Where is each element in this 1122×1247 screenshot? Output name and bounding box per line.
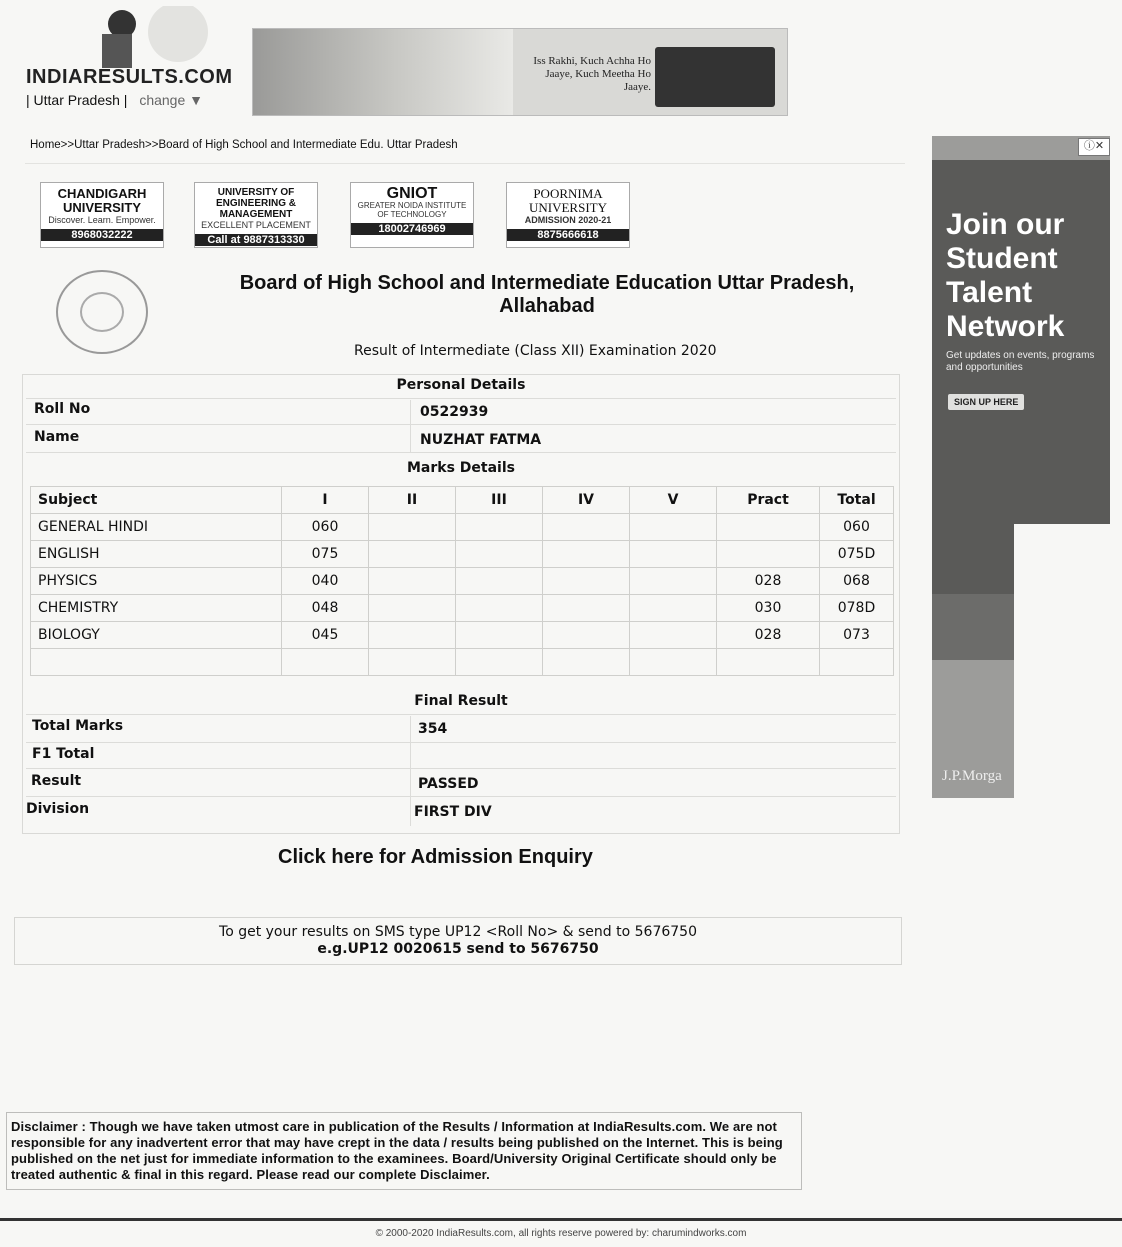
pract-marks xyxy=(717,541,820,568)
pract-marks xyxy=(717,514,820,541)
sms-example: e.g.UP12 0020615 send to 5676750 xyxy=(317,941,599,957)
board-title xyxy=(214,272,880,318)
division-value: FIRST DIV xyxy=(414,804,492,820)
sponsor-name: POORNIMA UNIVERSITY xyxy=(529,186,607,215)
sponsor-uem[interactable] xyxy=(194,182,318,248)
student-talent-ad[interactable] xyxy=(932,136,1110,798)
gift-pack-image xyxy=(655,47,775,107)
admission-enquiry-link[interactable]: Click here for Admission Enquiry xyxy=(278,846,593,868)
roll-no-value: 0522939 xyxy=(420,404,489,420)
final-result-heading: Final Result xyxy=(414,693,508,709)
theory-marks: 075 xyxy=(282,541,369,568)
ad-blank-area xyxy=(1014,524,1110,798)
col-iii: III xyxy=(456,487,543,514)
sponsor-phone: 8875666618 xyxy=(507,229,629,241)
subject-cell: ENGLISH xyxy=(31,541,282,568)
sponsor-phone: 18002746969 xyxy=(351,223,473,235)
banner-text: Iss Rakhi, Kuch Achha Ho Jaaye, Kuch Meetha Ho Jaaye. xyxy=(533,55,651,93)
sponsor-chandigarh-university[interactable] xyxy=(40,182,164,248)
divider xyxy=(26,714,896,715)
total-marks-value: 354 xyxy=(418,721,448,737)
subject-cell: CHEMISTRY xyxy=(31,595,282,622)
footer-divider xyxy=(0,1218,1122,1221)
sponsor-tagline: ADMISSION 2020-21 xyxy=(524,215,612,225)
sponsor-poornima[interactable] xyxy=(506,182,630,248)
column-divider xyxy=(410,716,411,826)
roll-no-label: Roll No xyxy=(34,401,91,417)
divider xyxy=(26,768,896,769)
division-label: Division xyxy=(26,801,90,817)
marks-table xyxy=(30,486,894,676)
banner-photo xyxy=(253,29,513,116)
col-ii: II xyxy=(369,487,456,514)
table-row xyxy=(31,595,894,622)
sms-instructions: To get your results on SMS type UP12 <Roll No> & send to 5676750 xyxy=(219,924,697,940)
divider xyxy=(26,424,896,425)
table-row xyxy=(31,568,894,595)
sponsor-phone: 8968032222 xyxy=(41,229,163,241)
subject-cell: BIOLOGY xyxy=(31,622,282,649)
sponsor-tagline: EXCELLENT PLACEMENT xyxy=(201,220,311,230)
footer-copyright: © 2000-2020 IndiaResults.com, all rights reserve powered by: charumindworks.com xyxy=(375,1228,747,1239)
divider xyxy=(26,398,896,399)
marks-details-heading: Marks Details xyxy=(407,460,515,476)
sponsor-phone: Call at 9887313330 xyxy=(195,234,317,246)
sponsor-tagline: GREATER NOIDA INSTITUTE OF TECHNOLOGY xyxy=(357,201,467,219)
total-marks: 078D xyxy=(820,595,894,622)
divider xyxy=(26,742,896,743)
total-marks: 073 xyxy=(820,622,894,649)
rakhi-banner-ad[interactable] xyxy=(252,28,788,116)
up-emblem-icon xyxy=(56,270,148,354)
board-title-line2: Allahabad xyxy=(499,295,595,317)
col-total: Total xyxy=(820,487,894,514)
table-row xyxy=(31,541,894,568)
indiaresults-logo-icon[interactable] xyxy=(100,6,212,68)
col-pract: Pract xyxy=(717,487,820,514)
board-title-line1: Board of High School and Intermediate Education Uttar Pradesh, xyxy=(239,272,855,294)
exam-title: Result of Intermediate (Class XII) Examination 2020 xyxy=(354,343,717,359)
table-row xyxy=(31,622,894,649)
change-label[interactable]: change xyxy=(139,92,186,108)
ad-blurb: Get updates on events, programs and opportunities xyxy=(946,350,1095,373)
total-marks: 075D xyxy=(820,541,894,568)
ad-signup-button[interactable]: SIGN UP HERE xyxy=(948,394,1024,410)
col-iv: IV xyxy=(543,487,630,514)
sms-info-box xyxy=(14,917,902,965)
sponsor-name: UNIVERSITY OF ENGINEERING & MANAGEMENT xyxy=(215,187,296,220)
col-v: V xyxy=(630,487,717,514)
caret-down-icon: ▼ xyxy=(189,92,204,108)
col-i: I xyxy=(282,487,369,514)
table-row xyxy=(31,514,894,541)
subject-cell: PHYSICS xyxy=(31,568,282,595)
site-name[interactable]: INDIARESULTS.COM xyxy=(26,66,233,88)
divider xyxy=(25,163,905,164)
disclaimer: Disclaimer : Though we have taken utmost care in publication of the Results / Information at IndiaResults.com. We are not responsible for any inadvertent error that may have crept in the data / results being published on the Internet. This is being published on the net just for immediate information to the examinees. Board/University Original Certificate should only be treated authentic & final in this regard. Please read our complete Disclaimer. xyxy=(6,1112,802,1190)
f1-total-label: F1 Total xyxy=(32,746,95,762)
marks-header-row xyxy=(31,487,894,514)
ad-title: Join our Student Talent Network xyxy=(946,208,1065,343)
pract-marks: 028 xyxy=(717,568,820,595)
sponsor-name: GNIOT xyxy=(386,185,438,202)
col-subject: Subject xyxy=(31,487,282,514)
divider xyxy=(26,452,896,453)
name-value: NUZHAT FATMA xyxy=(420,432,542,448)
theory-marks: 048 xyxy=(282,595,369,622)
table-row-empty xyxy=(31,649,894,676)
state-selector xyxy=(26,92,203,108)
sponsor-name: CHANDIGARH UNIVERSITY xyxy=(57,186,147,215)
subject-cell: GENERAL HINDI xyxy=(31,514,282,541)
sponsor-tagline: Discover. Learn. Empower. xyxy=(48,215,156,225)
theory-marks: 040 xyxy=(282,568,369,595)
change-state-link[interactable] xyxy=(139,92,203,108)
breadcrumb[interactable]: Home>>Uttar Pradesh>>Board of High School and Intermediate Edu. Uttar Pradesh xyxy=(30,139,458,151)
sponsor-gniot[interactable] xyxy=(350,182,474,248)
result-value: PASSED xyxy=(418,776,479,792)
ad-sponsor: J.P.Morga xyxy=(942,768,1002,784)
theory-marks: 045 xyxy=(282,622,369,649)
column-divider xyxy=(410,400,411,452)
ad-close-icon[interactable]: ⓘ✕ xyxy=(1078,138,1110,156)
total-marks: 068 xyxy=(820,568,894,595)
personal-details-heading: Personal Details xyxy=(396,377,526,393)
divider xyxy=(26,796,896,797)
pract-marks: 030 xyxy=(717,595,820,622)
state-label: | Uttar Pradesh | xyxy=(26,92,128,108)
total-marks-label: Total Marks xyxy=(32,718,124,734)
total-marks: 060 xyxy=(820,514,894,541)
theory-marks: 060 xyxy=(282,514,369,541)
name-label: Name xyxy=(34,429,80,445)
pract-marks: 028 xyxy=(717,622,820,649)
result-label: Result xyxy=(31,773,82,789)
